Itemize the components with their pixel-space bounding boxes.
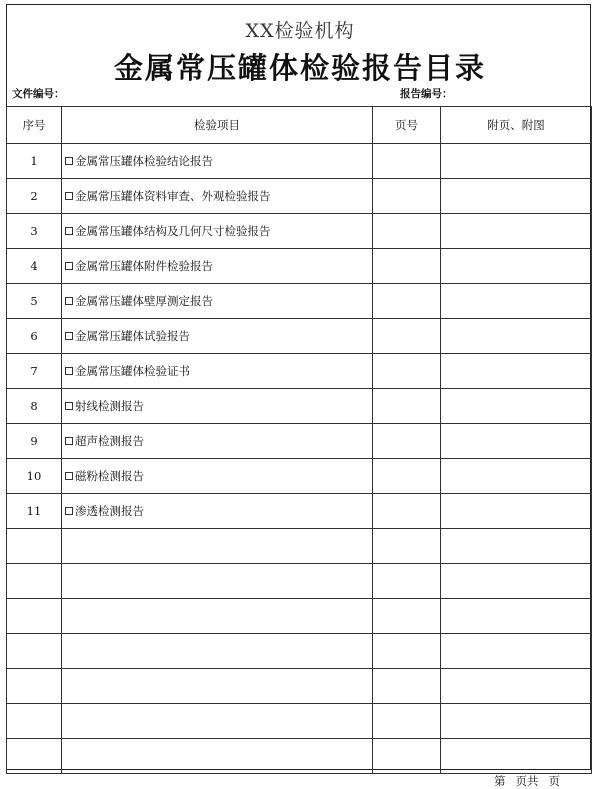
row-item-label: 金属常压罐体附件检验报告 xyxy=(75,259,213,273)
checkbox-icon[interactable] xyxy=(65,227,73,235)
row-item xyxy=(62,319,373,354)
table-row xyxy=(7,214,592,249)
row-number xyxy=(7,739,62,774)
checkbox-icon[interactable] xyxy=(65,332,73,340)
table-row xyxy=(7,249,592,284)
table-row xyxy=(7,284,592,319)
table-row xyxy=(7,704,592,739)
checkbox-icon[interactable] xyxy=(65,402,73,410)
checkbox-icon[interactable] xyxy=(65,472,73,480)
table-row xyxy=(7,354,592,389)
checkbox-icon[interactable] xyxy=(65,157,73,165)
row-item xyxy=(62,599,373,634)
table-row xyxy=(7,319,592,354)
row-attachment xyxy=(441,144,592,179)
row-page xyxy=(373,704,441,739)
row-item xyxy=(62,669,373,704)
file-number-label: 文件编号： xyxy=(12,88,65,100)
table-header-row xyxy=(7,107,592,144)
row-page xyxy=(373,284,441,319)
row-page xyxy=(373,494,441,529)
row-item-label: 金属常压罐体检验证书 xyxy=(75,364,190,378)
row-number xyxy=(7,529,62,564)
row-item xyxy=(62,144,373,179)
catalog-table xyxy=(6,106,592,774)
table-row xyxy=(7,739,592,774)
row-attachment xyxy=(441,179,592,214)
row-item xyxy=(62,529,373,564)
row-page xyxy=(373,739,441,774)
row-page xyxy=(373,564,441,599)
row-item xyxy=(62,354,373,389)
table-row xyxy=(7,529,592,564)
row-item-label: 金属常压罐体资料审查、外观检验报告 xyxy=(75,189,271,203)
row-item xyxy=(62,424,373,459)
row-number: 9 xyxy=(7,424,62,459)
column-header-attachment: 附页、附图 xyxy=(441,107,592,144)
row-page xyxy=(373,529,441,564)
table-row xyxy=(7,494,592,529)
row-number xyxy=(7,564,62,599)
row-item-label: 渗透检测报告 xyxy=(75,504,144,518)
row-number: 10 xyxy=(7,459,62,494)
row-number xyxy=(7,669,62,704)
table-row xyxy=(7,564,592,599)
row-attachment xyxy=(441,669,592,704)
checkbox-icon[interactable] xyxy=(65,367,73,375)
row-number xyxy=(7,634,62,669)
row-item-label: 金属常压罐体结构及几何尺寸检验报告 xyxy=(75,224,271,238)
row-page xyxy=(373,249,441,284)
row-attachment xyxy=(441,564,592,599)
row-number: 4 xyxy=(7,249,62,284)
table-row xyxy=(7,389,592,424)
row-item-label: 射线检测报告 xyxy=(75,399,144,413)
row-item-label: 超声检测报告 xyxy=(75,434,144,448)
row-item xyxy=(62,459,373,494)
row-item-label: 金属常压罐体检验结论报告 xyxy=(75,154,213,168)
row-attachment xyxy=(441,459,592,494)
table-row xyxy=(7,424,592,459)
table-row xyxy=(7,599,592,634)
row-number: 5 xyxy=(7,284,62,319)
checkbox-icon[interactable] xyxy=(65,192,73,200)
row-number: 2 xyxy=(7,179,62,214)
row-item xyxy=(62,249,373,284)
table-row xyxy=(7,179,592,214)
table-row xyxy=(7,669,592,704)
table-row xyxy=(7,459,592,494)
row-item xyxy=(62,739,373,774)
row-number: 7 xyxy=(7,354,62,389)
column-header-page: 页号 xyxy=(373,107,441,144)
row-attachment xyxy=(441,284,592,319)
row-item xyxy=(62,179,373,214)
checkbox-icon[interactable] xyxy=(65,507,73,515)
row-page xyxy=(373,599,441,634)
row-item-label: 磁粉检测报告 xyxy=(75,469,144,483)
row-item xyxy=(62,494,373,529)
row-item xyxy=(62,564,373,599)
row-page xyxy=(373,424,441,459)
row-attachment xyxy=(441,389,592,424)
row-number: 6 xyxy=(7,319,62,354)
page-title: 金属常压罐体检验报告目录 xyxy=(113,51,486,85)
row-item xyxy=(62,214,373,249)
row-page xyxy=(373,319,441,354)
row-attachment xyxy=(441,494,592,529)
row-page xyxy=(373,634,441,669)
row-page xyxy=(373,669,441,704)
row-item xyxy=(62,634,373,669)
checkbox-icon[interactable] xyxy=(65,437,73,445)
row-number: 1 xyxy=(7,144,62,179)
checkbox-icon[interactable] xyxy=(65,297,73,305)
row-page xyxy=(373,459,441,494)
row-page xyxy=(373,144,441,179)
footer-total-label: 页共 xyxy=(515,774,539,788)
row-attachment xyxy=(441,249,592,284)
row-page xyxy=(373,354,441,389)
footer-page-end-label: 页 xyxy=(548,774,560,788)
row-attachment xyxy=(441,599,592,634)
row-item xyxy=(62,389,373,424)
row-attachment xyxy=(441,424,592,459)
row-item-label: 金属常压罐体壁厚测定报告 xyxy=(75,294,213,308)
row-attachment xyxy=(441,529,592,564)
table-row xyxy=(7,144,592,179)
table-row xyxy=(7,634,592,669)
row-page xyxy=(373,214,441,249)
column-header-item: 检验项目 xyxy=(62,107,373,144)
row-attachment xyxy=(441,214,592,249)
row-number: 8 xyxy=(7,389,62,424)
row-page xyxy=(373,389,441,424)
row-number: 11 xyxy=(7,494,62,529)
footer-page-label: 第 xyxy=(494,774,506,788)
row-number xyxy=(7,599,62,634)
row-number: 3 xyxy=(7,214,62,249)
row-attachment xyxy=(441,634,592,669)
organization-name: XX检验机构 xyxy=(245,20,355,42)
page-footer xyxy=(494,773,570,789)
row-attachment xyxy=(441,704,592,739)
row-page xyxy=(373,179,441,214)
row-item xyxy=(62,284,373,319)
column-header-no: 序号 xyxy=(7,107,62,144)
row-number xyxy=(7,704,62,739)
row-attachment xyxy=(441,739,592,774)
row-item xyxy=(62,704,373,739)
row-attachment xyxy=(441,319,592,354)
checkbox-icon[interactable] xyxy=(65,262,73,270)
report-number-label: 报告编号： xyxy=(400,88,453,100)
row-item-label: 金属常压罐体试验报告 xyxy=(75,329,190,343)
row-attachment xyxy=(441,354,592,389)
